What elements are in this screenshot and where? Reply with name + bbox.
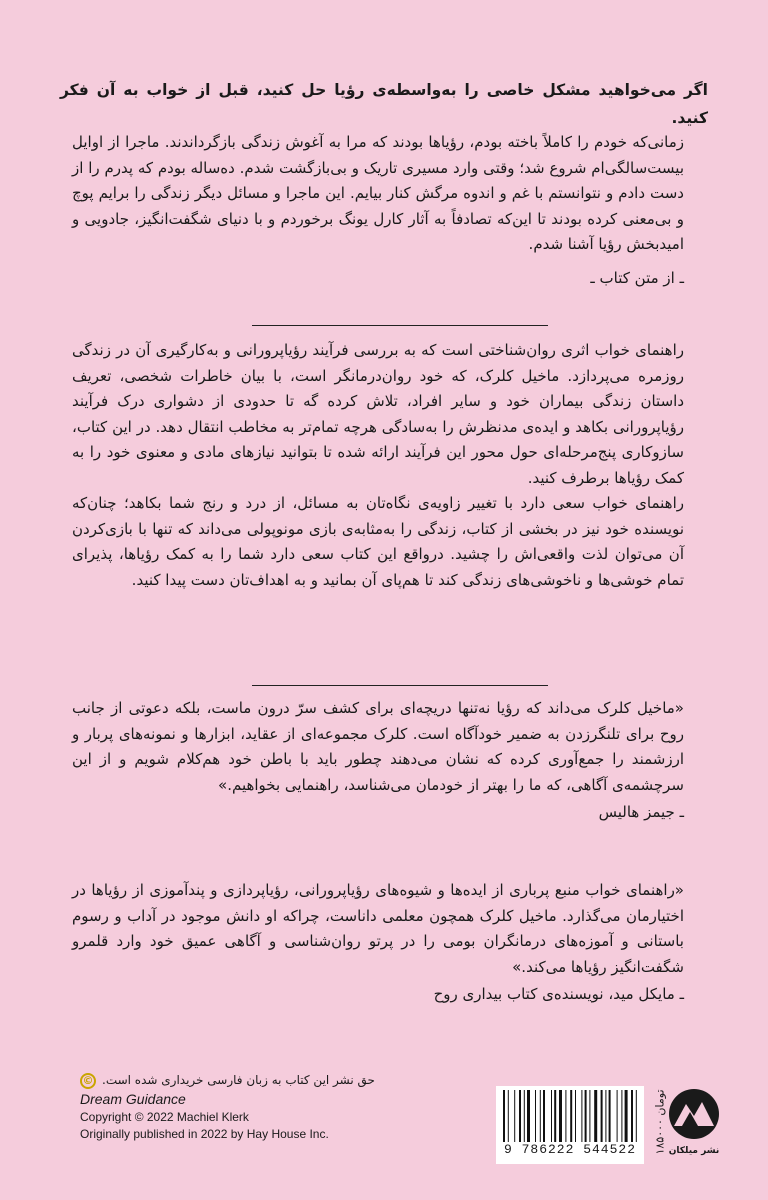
description-paragraph: راهنمای خواب سعی دارد با تغییر زاویه‌ی نگاه‌تان به مسائل، از درد و رنج شما بکاهد؛ چنان‌که نویسنده خود نیز در بخشی از کتاب، زندگی را به‌مثابه‌ی بازی مونوپولی می‌داند که تنها با بازی‌کردن آن می‌توان لذت واقعی‌اش را چشید. درواقع این کتاب سعی دارد شما را به کمک رؤیاها، پذیرای تمام خوشی‌ها و ناخوشی‌های زندگی کند تا هم‌پای آن بمانید و به اهداف‌تان دست پیدا کنید. — [72, 494, 684, 589]
copyright-line: Copyright © 2022 Machiel Klerk — [80, 1110, 249, 1124]
publisher-line: Originally published in 2022 by Hay House Inc. — [80, 1127, 329, 1141]
rights-text: حق نشر این کتاب به زبان فارسی خریداری شده است. — [102, 1073, 375, 1087]
quote-text: «ماخیل کلرک می‌داند که رؤیا نه‌تنها دریچه‌ای برای کشف سرّ درون ماست، بلکه دعوتی از جانب روح برای تلنگرزدن به ضمیر خودآگاه است. کلرک مجموعه‌ای از عقاید، ابزارها و نمونه‌های پربار و ارزشمند را جمع‌آوری کرده که نشان می‌دهند چطور باید با باطن خود هم‌کلام شویم و از این سرچشمه‌ی آگاهی، که ما را بهتر از خودمان می‌شناسد، راهنمایی بخواهیم.» — [72, 699, 684, 794]
divider — [252, 325, 548, 326]
book-excerpt — [72, 130, 684, 291]
price-label — [650, 1080, 670, 1164]
rights-notice — [80, 1072, 410, 1089]
publication-credits — [80, 1072, 410, 1143]
price-text: ۱۸۵۰۰۰ تومان — [653, 1089, 667, 1155]
isbn-barcode — [496, 1086, 644, 1164]
quote-text: «راهنمای خواب منبع پرباری از ایده‌ها و شیوه‌های رؤیاپرورانی، رؤیاپردازی و پندآموزی از رؤیاها در اختیارمان می‌گذارد. ماخیل کلرک همچون معلمی داناست، چراکه او دانش موجود در آداب و رسوم باستانی و آموزه‌های درمانگران بومی را در پرتو روان‌شناسی و آگاهی عمیق خود وارد قلمرو شگفت‌انگیز رؤیاها می‌کند.» — [72, 881, 684, 976]
quote-author: ـ جیمز هالیس — [598, 803, 684, 821]
original-title: Dream Guidance — [80, 1091, 186, 1107]
copyright-icon: © — [80, 1073, 96, 1089]
isbn-number: 9 786222 544522 — [503, 1142, 637, 1157]
barcode-bars — [500, 1090, 640, 1142]
tagline: اگر می‌خواهید مشکل خاصی را به‌واسطه‌ی رؤیا حل کنید، قبل از خواب به آن فکر کنید. — [60, 81, 708, 127]
mountains-icon — [668, 1084, 720, 1144]
quote-author: ـ مایکل مید، نویسنده‌ی کتاب بیداری روح — [433, 985, 684, 1003]
excerpt-source: ـ از متن کتاب ـ — [590, 268, 684, 287]
description-paragraph: راهنمای خواب اثری روان‌شناختی است که به بررسی فرآیند رؤیاپرورانی و به‌کارگیری آن در زندگی روزمره می‌پردازد. ماخیل کلرک، که خود روان‌درمانگر است، با بیان خاطرات شخصی، تعریف داستان زندگی بیماران خود و سایر افراد، تلاش کرده‌ گه تا حدودی از دشواری درک فرآیند رؤیاپرورانی بکاهد و ایده‌ی مدنظرش را به‌سادگی هرچه تمام‌تر به مخاطب انتقال دهد. در این کتاب، سازوکاری پنج‌مرحله‌ای حول محور این فرآیند ارائه شده تا بتوانید نیازهای مادی و معنوی خود را به کمک رؤیاها برطرف کنید. — [72, 341, 684, 487]
book-description — [72, 338, 684, 593]
divider — [252, 685, 548, 686]
endorsement-quote — [72, 696, 684, 826]
publisher-name: نشر میلکان — [668, 1146, 720, 1156]
excerpt-text: زمانی‌که خودم را کاملاً باخته بودم، رؤیاها بودند که مرا به آغوش زندگی بازگرداندند. ماجرا از اوایل بیست‌سالگی‌ام شروع شد؛ وقتی وارد مسیری تاریک و بی‌بازگشت شدم. ده‌ساله بودم که پدرم را از دست دادم و نتوانستم با غم و اندوه مرگش کنار بیایم. این ماجرا و مسائل دیگر زندگی را برایم پوچ و بی‌معنی کرده بودند تا این‌که تصادفاً به آثار کارل یونگ برخوردم و با دنیای شگفت‌انگیز، جادویی و امیدبخش رؤیا آشنا شدم. — [72, 133, 684, 253]
endorsement-quote — [72, 878, 684, 1008]
publisher-logo — [668, 1084, 720, 1164]
